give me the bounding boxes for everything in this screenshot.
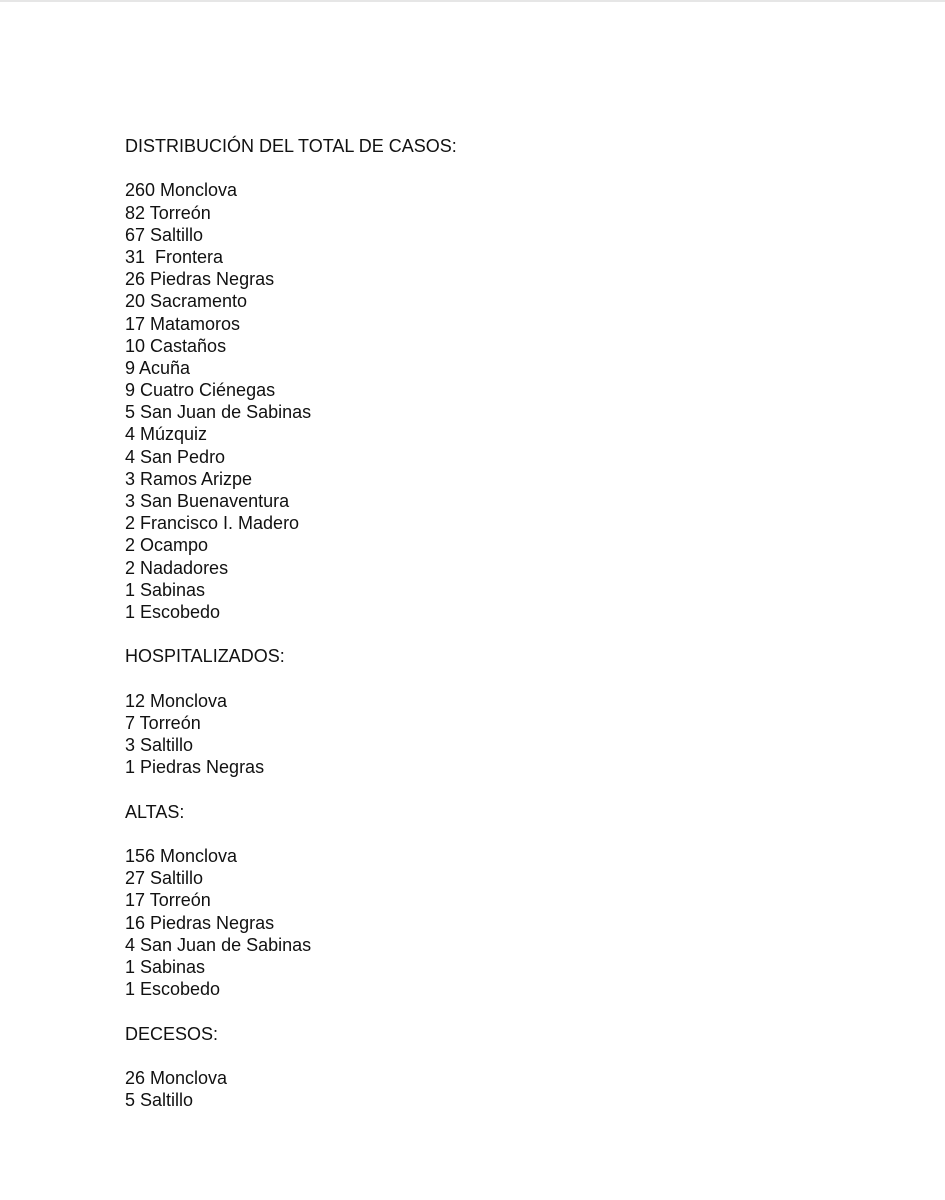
list-item: 260 Monclova	[125, 180, 238, 201]
list-item: 4 Múzquiz	[125, 424, 208, 445]
section-heading: DISTRIBUCIÓN DEL TOTAL DE CASOS:	[125, 136, 457, 156]
blank-line	[125, 1000, 905, 1022]
section-decesos	[125, 1023, 905, 1112]
list-item: 7 Torreón	[125, 712, 201, 733]
list-item: 82 Torreón	[125, 202, 211, 223]
blank-line	[125, 823, 905, 845]
list-item: 2 Francisco I. Madero	[125, 513, 300, 534]
section-total-casos	[125, 135, 905, 645]
list-item: 67 Saltillo	[125, 224, 204, 245]
list-item: 12 Monclova	[125, 690, 228, 711]
section-heading: HOSPITALIZADOS:	[125, 646, 285, 667]
list-item: 1 Escobedo	[125, 601, 221, 622]
blank-line	[125, 1045, 905, 1067]
list-item: 1 Sabinas	[125, 956, 206, 977]
list-item: 1 Escobedo	[125, 979, 221, 1000]
blank-line	[125, 157, 905, 179]
list-item: 4 San Juan de Sabinas	[125, 934, 312, 955]
page-top-border	[0, 0, 945, 2]
list-item: 5 San Juan de Sabinas	[125, 402, 312, 423]
section-hospitalizados	[125, 645, 905, 800]
list-item: 2 Ocampo	[125, 535, 209, 556]
list-item: 1 Piedras Negras	[125, 757, 265, 778]
list-item: 27 Saltillo	[125, 868, 204, 889]
list-item: 4 San Pedro	[125, 446, 226, 467]
list-item: 156 Monclova	[125, 846, 238, 866]
section-heading: ALTAS:	[125, 801, 185, 822]
list-item: 26 Monclova	[125, 1067, 228, 1088]
list-item: 16 Piedras Negras	[125, 912, 275, 933]
list-item: 20 Sacramento	[125, 291, 248, 312]
list-item: 17 Matamoros	[125, 313, 241, 334]
document-body	[125, 135, 905, 1111]
list-item: 17 Torreón	[125, 890, 211, 911]
blank-line	[125, 623, 905, 645]
list-item: 1 Sabinas	[125, 579, 206, 600]
blank-line	[125, 668, 905, 690]
blank-line	[125, 778, 905, 800]
list-item: 3 San Buenaventura	[125, 491, 290, 511]
list-item: 3 Saltillo	[125, 735, 194, 756]
section-altas	[125, 801, 905, 1023]
list-item: 31 Frontera	[125, 246, 224, 267]
list-item: 26 Piedras Negras	[125, 269, 275, 290]
list-item: 2 Nadadores	[125, 557, 229, 578]
list-item: 9 Cuatro Ciénegas	[125, 380, 276, 401]
list-item: 9 Acuña	[125, 357, 191, 378]
list-item: 3 Ramos Arizpe	[125, 468, 253, 489]
list-item: 10 Castaños	[125, 335, 227, 356]
section-heading: DECESOS:	[125, 1023, 219, 1044]
list-item: 5 Saltillo	[125, 1090, 194, 1111]
